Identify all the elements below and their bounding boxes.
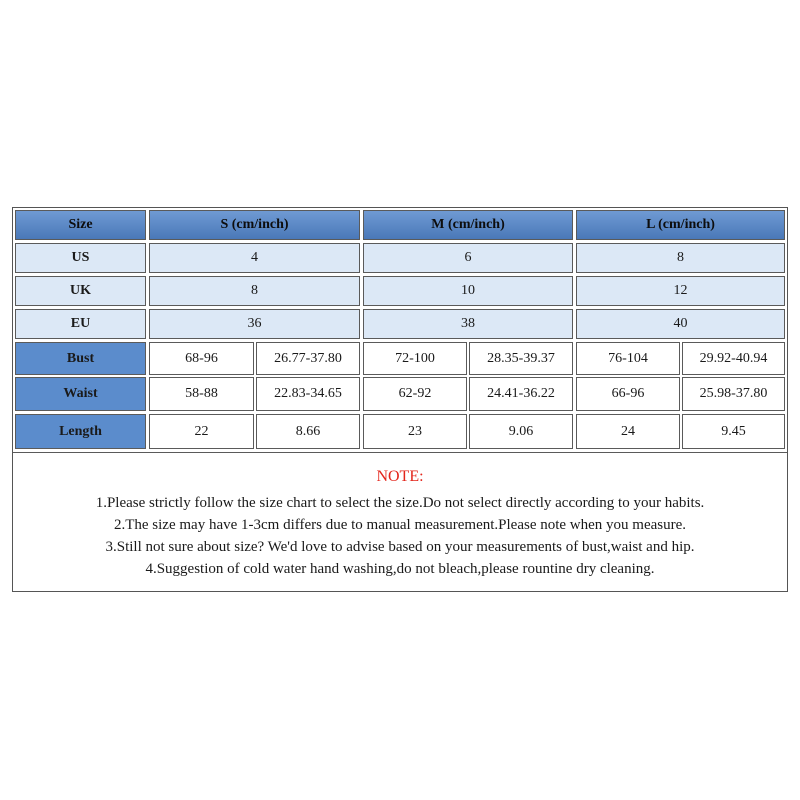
- waist-s-cm-text: 58-88: [185, 386, 218, 401]
- us-l-text: 8: [677, 250, 684, 265]
- length-m-cm-text: 23: [408, 423, 422, 439]
- uk-m-value: [363, 276, 573, 306]
- header-size-s-label: S (cm/inch): [220, 217, 289, 232]
- bust-m-inch: [469, 342, 573, 375]
- eu-m-value: [363, 309, 573, 339]
- row-label-length: [15, 414, 146, 449]
- row-label-waist: [15, 377, 146, 411]
- waist-m-cm: [363, 377, 467, 411]
- length-s-inch: [256, 414, 360, 449]
- header-size-m: [363, 210, 573, 240]
- uk-l-text: 12: [673, 283, 688, 298]
- note-line-4: 4.Suggestion of cold water hand washing,do not bleach,please rountine dry cleaning.: [145, 561, 655, 577]
- bust-m-cm: [363, 342, 467, 375]
- row-label-waist-text: Waist: [63, 386, 98, 401]
- waist-s-cm: [149, 377, 254, 411]
- length-l-cm: [576, 414, 680, 449]
- row-label-bust: [15, 342, 146, 375]
- row-label-us-text: US: [71, 250, 90, 265]
- uk-s-text: 8: [251, 283, 258, 298]
- row-label-eu-text: EU: [70, 316, 91, 331]
- header-size-m-label: M (cm/inch): [431, 217, 505, 232]
- us-s-value: [149, 243, 360, 273]
- waist-s-inch-text: 22.83-34.65: [274, 386, 342, 401]
- length-l-cm-text: 24: [621, 423, 635, 439]
- length-s-cm-text: 22: [194, 423, 209, 439]
- row-label-us: [15, 243, 146, 273]
- eu-s-value: [149, 309, 360, 339]
- waist-l-inch-text: 25.98-37.80: [699, 386, 768, 401]
- us-m-value: [363, 243, 573, 273]
- length-m-cm: [363, 414, 467, 449]
- length-l-inch-text: 9.45: [721, 423, 746, 439]
- bust-l-cm: [576, 342, 680, 375]
- us-m-text: 6: [464, 250, 472, 265]
- row-label-bust-text: Bust: [66, 350, 95, 366]
- uk-m-text: 10: [461, 283, 475, 298]
- note-line-1: 1.Please strictly follow the size chart to select the size.Do not select directly according to your habits.: [95, 495, 705, 511]
- eu-s-text: 36: [247, 316, 262, 331]
- header-size-cell: [15, 210, 146, 240]
- bust-l-inch: [682, 342, 785, 375]
- waist-l-cm-text: 66-96: [611, 386, 645, 401]
- header-size-label: Size: [68, 217, 93, 232]
- us-l-value: [576, 243, 785, 273]
- length-l-inch: [682, 414, 785, 449]
- bust-m-inch-text: 28.35-39.37: [487, 350, 555, 366]
- bust-s-cm-text: 68-96: [185, 350, 218, 366]
- header-size-l: [576, 210, 785, 240]
- bust-l-cm-text: 76-104: [608, 350, 648, 366]
- size-chart: [12, 207, 788, 592]
- waist-s-inch: [256, 377, 360, 411]
- bust-m-cm-text: 72-100: [395, 350, 435, 366]
- header-size-l-label: L (cm/inch): [646, 217, 715, 232]
- bust-l-inch-text: 29.92-40.94: [699, 350, 768, 366]
- us-s-text: 4: [251, 250, 258, 265]
- length-m-inch-text: 9.06: [508, 423, 534, 439]
- header-size-s: [149, 210, 360, 240]
- length-s-cm: [149, 414, 254, 449]
- eu-l-text: 40: [673, 316, 688, 331]
- length-s-inch-text: 8.66: [295, 423, 321, 439]
- waist-m-inch-text: 24.41-36.22: [487, 386, 555, 401]
- note-line-2: 2.The size may have 1-3cm differs due to manual measurement.Please note when you measure.: [113, 517, 687, 533]
- row-label-length-text: Length: [59, 423, 102, 439]
- note-title: NOTE:: [376, 468, 424, 485]
- waist-m-cm-text: 62-92: [398, 386, 432, 401]
- row-label-uk-text: UK: [70, 283, 91, 298]
- bust-s-inch: [256, 342, 360, 375]
- bust-s-cm: [149, 342, 254, 375]
- uk-l-value: [576, 276, 785, 306]
- waist-m-inch: [469, 377, 573, 411]
- row-label-eu: [15, 309, 146, 339]
- waist-l-cm: [576, 377, 680, 411]
- row-label-uk: [15, 276, 146, 306]
- eu-l-value: [576, 309, 785, 339]
- uk-s-value: [149, 276, 360, 306]
- note-line-3: 3.Still not sure about size? We'd love to advise based on your measurements of bust,waist and hip.: [105, 539, 695, 555]
- waist-l-inch: [682, 377, 785, 411]
- note-section: [13, 452, 787, 591]
- eu-m-text: 38: [461, 316, 475, 331]
- length-m-inch: [469, 414, 573, 449]
- bust-s-inch-text: 26.77-37.80: [274, 350, 342, 366]
